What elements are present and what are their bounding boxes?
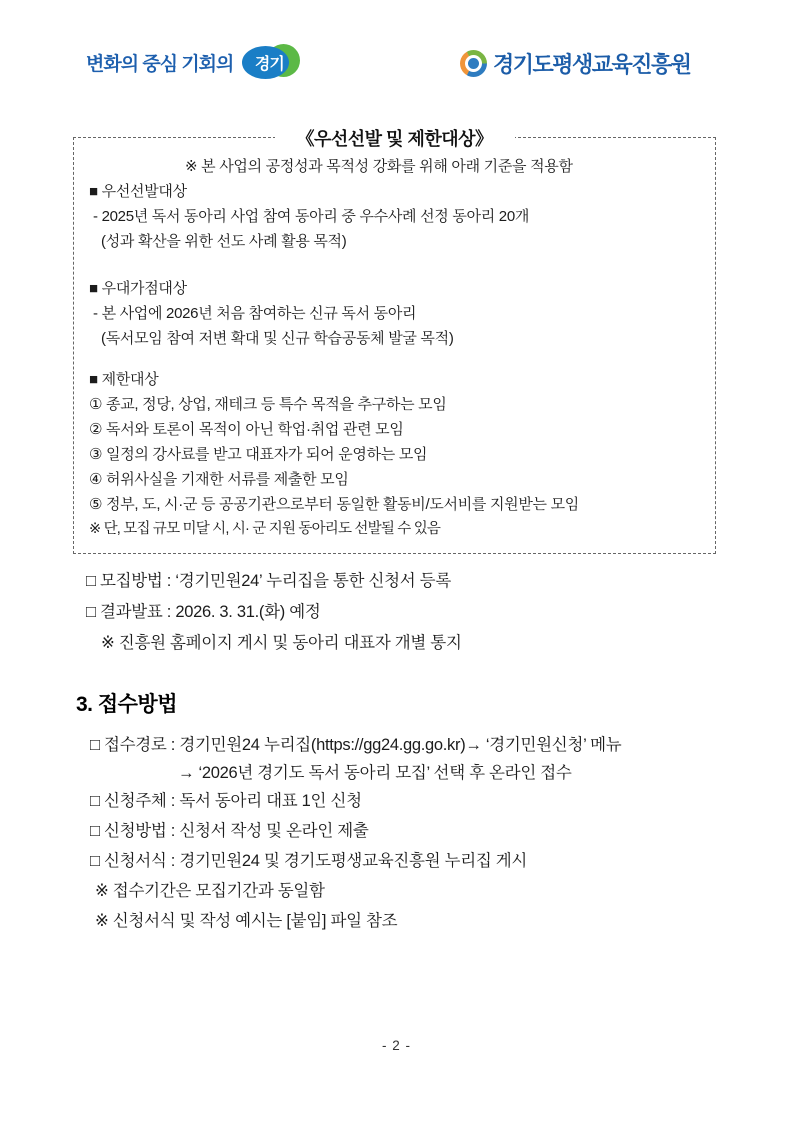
priority-purpose: (성과 확산을 위한 선도 사례 활용 목적) xyxy=(101,233,347,250)
application-path-line2: → ‘2026년 경기도 독서 동아리 모집’ 선택 후 온라인 접수 xyxy=(178,764,572,782)
institute-name-text: 경기도평생교육진흥원 xyxy=(493,52,691,77)
application-path-line1: □ 접수경로 : 경기민원24 누리집(https://gg24.gg.go.kr)→ ‘경기민원신청’ 메뉴 xyxy=(90,736,622,754)
bonus-line: - 본 사업에 2026년 처음 참여하는 신규 독서 동아리 xyxy=(93,305,417,322)
restricted-heading: ■ 제한대상 xyxy=(89,371,159,388)
restricted-item-3: ③ 일정의 강사료를 받고 대표자가 되어 운영하는 모임 xyxy=(89,446,428,463)
selection-footnote: ※ 단, 모집 규모 미달 시, 시· 군 지원 동아리도 선발될 수 있음 xyxy=(89,521,441,537)
gyeonggi-province-logo xyxy=(86,44,300,80)
section3-body xyxy=(90,730,621,936)
application-note-1: ※ 접수기간은 모집기간과 동일함 xyxy=(95,882,325,900)
bonus-heading: ■ 우대가점대상 xyxy=(89,280,187,297)
institute-logo xyxy=(460,48,691,79)
priority-line: - 2025년 독서 동아리 사업 참여 동아리 중 우수사례 선정 동아리 20개 xyxy=(93,208,530,225)
gyeonggi-badge-icon xyxy=(242,44,300,80)
application-form-line: □ 신청서식 : 경기민원24 및 경기도평생교육진흥원 누리집 게시 xyxy=(90,852,528,870)
application-note-2: ※ 신청서식 및 작성 예시는 [붙임] 파일 참조 xyxy=(95,912,398,930)
recruit-method-line: □ 모집방법 : ‘경기민원24’ 누리집을 통한 신청서 등록 xyxy=(86,572,451,590)
restricted-item-2: ② 독서와 토론이 목적이 아닌 학업·취업 관련 모임 xyxy=(89,421,404,438)
restricted-item-1: ① 종교, 정당, 상업, 재테크 등 특수 목적을 추구하는 모임 xyxy=(89,396,447,413)
selection-box-content xyxy=(74,138,715,542)
recruit-info xyxy=(86,566,462,659)
section3-heading: 3. 접수방법 xyxy=(76,693,177,716)
selection-box-title: 《우선선발 및 제한대상》 xyxy=(275,125,515,151)
bonus-purpose: (독서모임 참여 저변 확대 및 신규 학습공동체 발굴 목적) xyxy=(101,330,454,347)
priority-heading: ■ 우선선발대상 xyxy=(89,183,187,200)
application-method-line: □ 신청방법 : 신청서 작성 및 온라인 제출 xyxy=(90,822,369,840)
selection-criteria-box xyxy=(73,129,716,554)
gyeonggi-slogan-text: 변화의 중심 기회의 xyxy=(86,53,234,75)
result-announcement-line: □ 결과발표 : 2026. 3. 31.(화) 예정 xyxy=(86,603,321,621)
restricted-item-5: ⑤ 정부, 도, 시·군 등 공공기관으로부터 동일한 활동비/도서비를 지원받는 모임 xyxy=(89,496,579,513)
institute-logo-icon xyxy=(460,50,487,77)
criteria-note: ※ 본 사업의 공정성과 목적성 강화를 위해 아래 기준을 적용함 xyxy=(185,158,573,175)
badge-text: 경기 xyxy=(254,56,284,73)
result-note-line: ※ 진흥원 홈페이지 게시 및 동아리 대표자 개별 통지 xyxy=(101,634,462,652)
restricted-item-4: ④ 허위사실을 기재한 서류를 제출한 모임 xyxy=(89,471,349,488)
application-subject-line: □ 신청주체 : 독서 동아리 대표 1인 신청 xyxy=(90,792,362,810)
page-number: - 2 - xyxy=(381,1038,411,1053)
